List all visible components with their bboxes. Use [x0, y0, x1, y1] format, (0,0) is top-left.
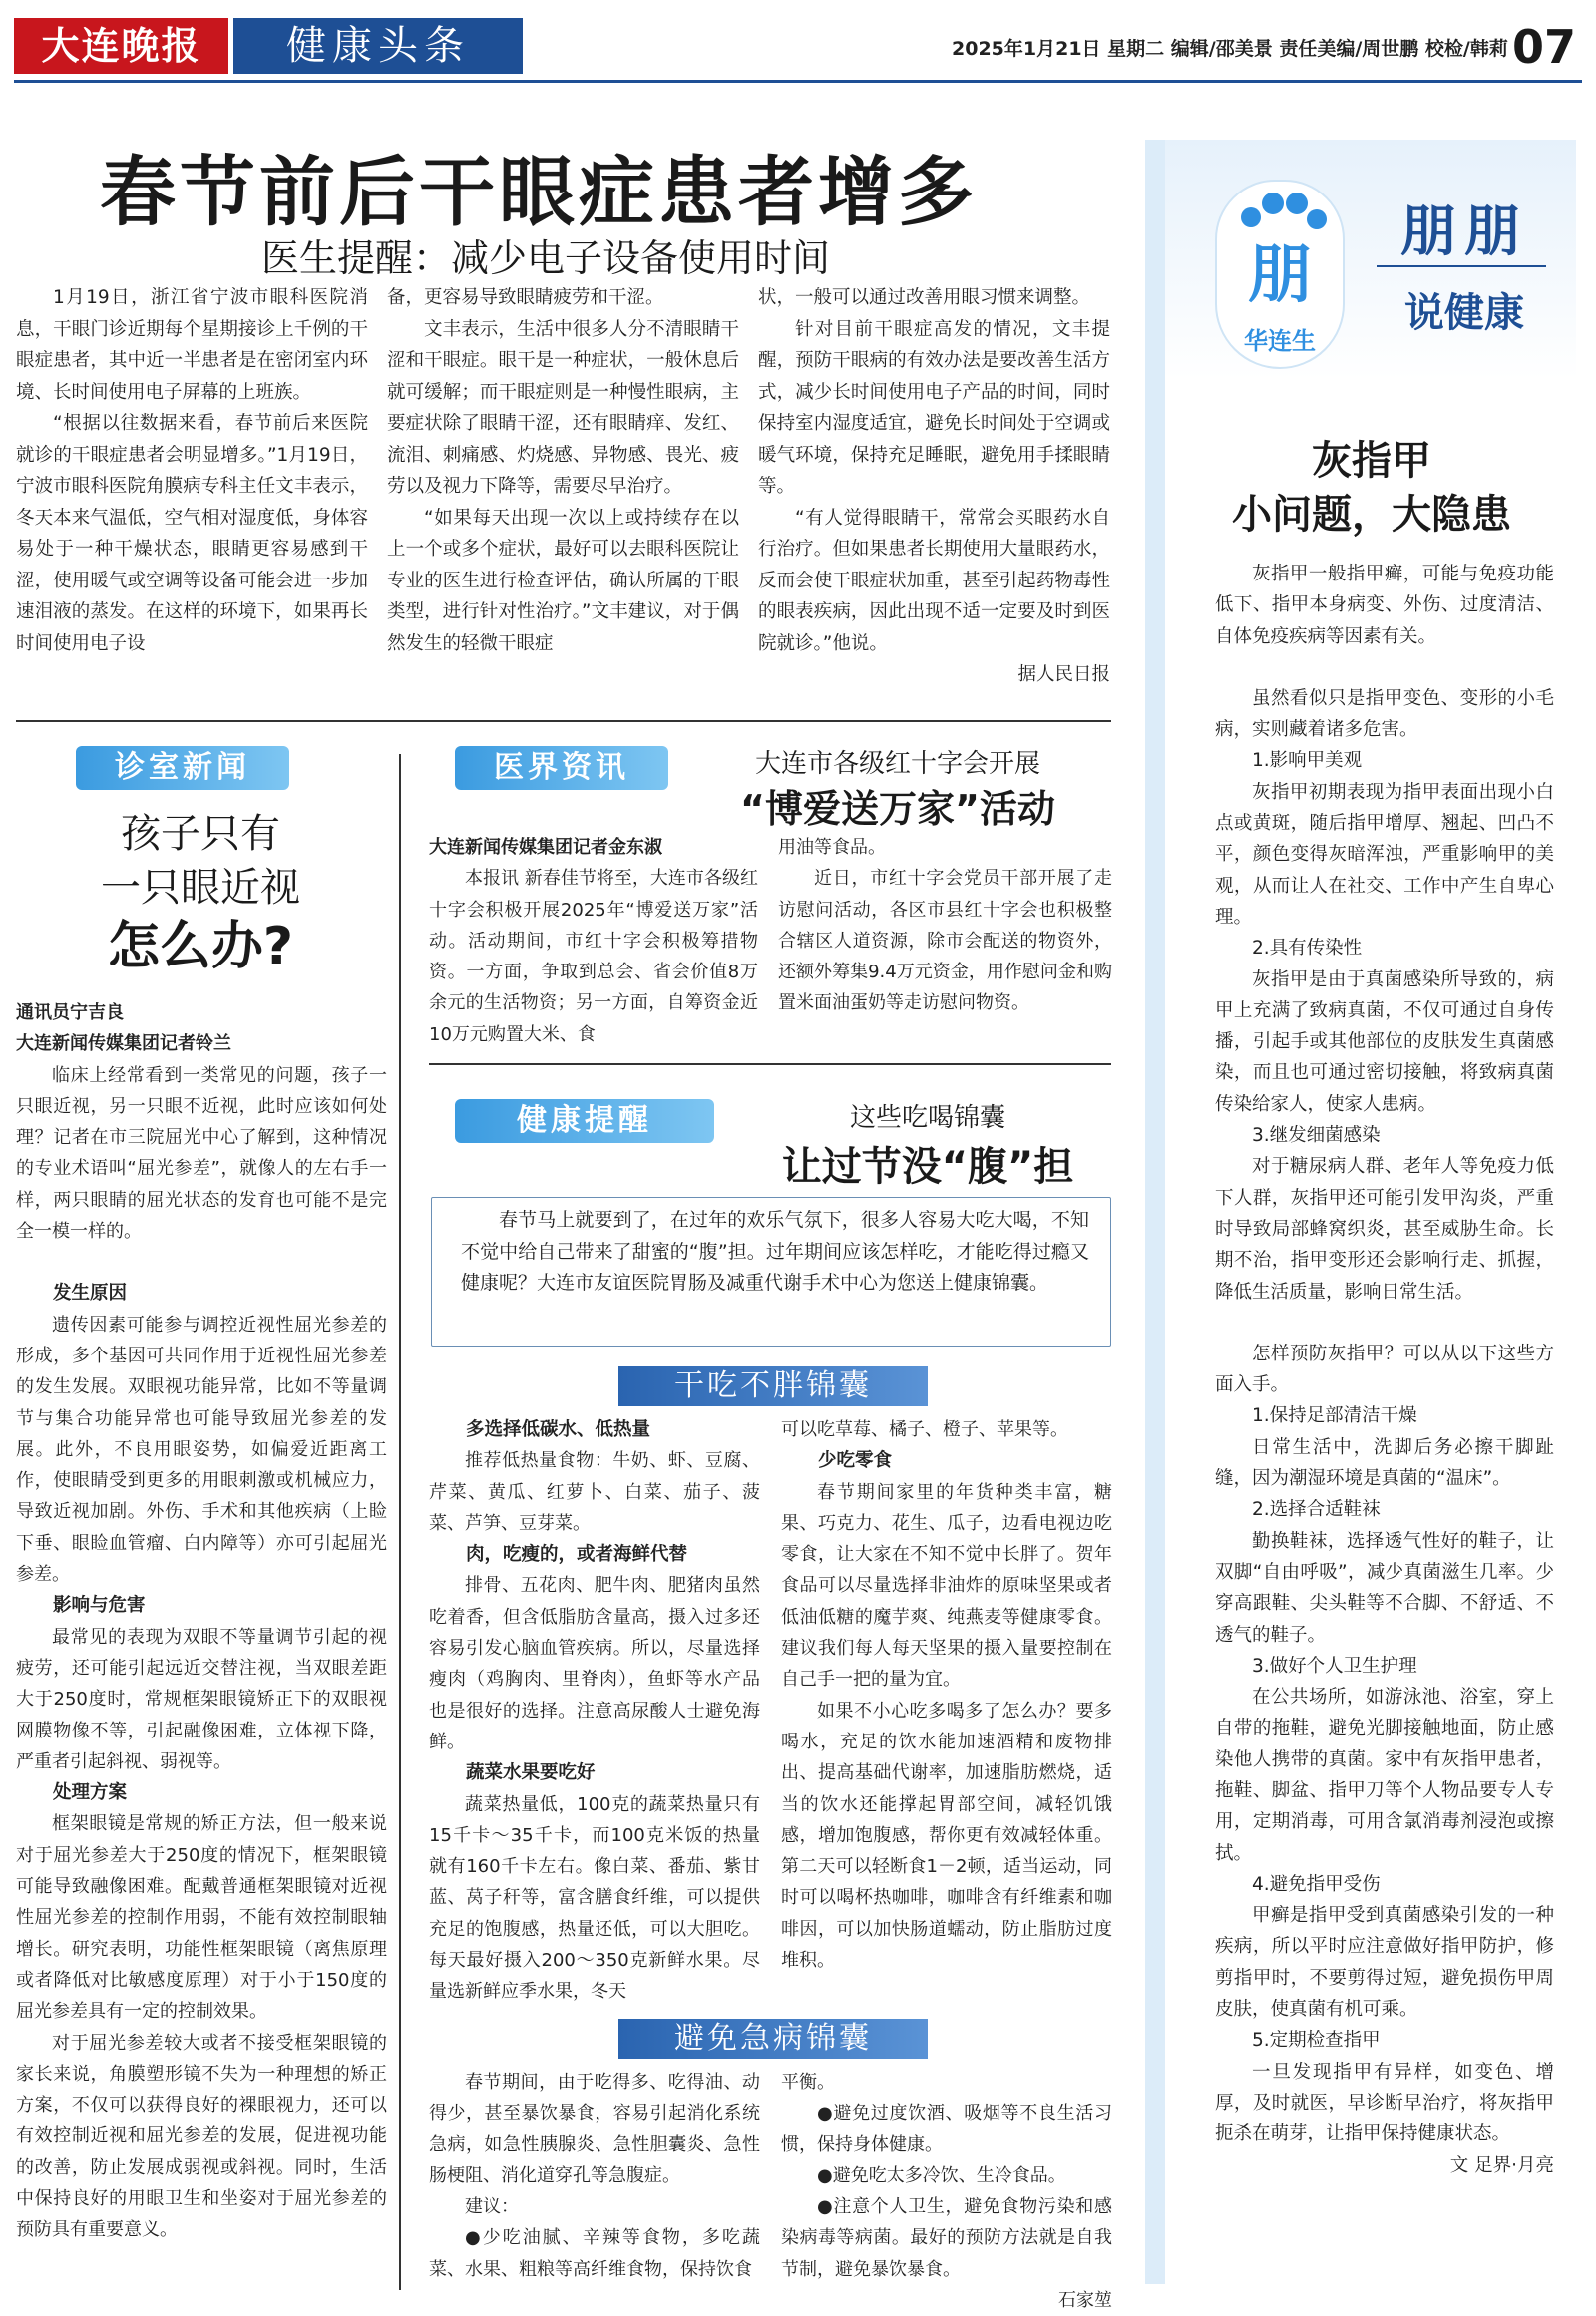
author-line: 大连新闻传媒集团记者金东淑 [429, 837, 662, 858]
paragraph: 针对目前干眼症高发的情况，文丰提醒，预防干眼病的有效办法是要改善生活方式，减少长时间使用电子产品的时间，同时保持室内湿度适宜，避免长时间处于空调或暖气环境，保持充足睡眠，避免用手揉眼睛等。 [758, 318, 1110, 497]
main-column-1 [16, 282, 368, 659]
health-column-4 [781, 2067, 1112, 2316]
paragraph: 临床上经常看到一类常见的问题，孩子一只眼近视，另一只眼不近视，此时应该如何处理？记者在市三院屈光中心了解到，这种情况的专业术语叫“屈光参差”，就像人的左右手一样，两只眼睛的屈光状态的发育也可能不是完全一模一样的。 [16, 1064, 387, 1243]
paragraph: 备，更容易导致眼睛疲劳和干涩。 [387, 287, 664, 308]
paragraph: 对于糖尿病人群、老年人等免疫力低下人群，灰指甲还可能引发甲沟炎，严重时导致局部蜂窝织炎，甚至威胁生命。长期不治，指甲变形还会影响行走、抓握，降低生活质量，影响日常生活。 [1215, 1156, 1554, 1303]
page-header [14, 12, 1582, 82]
paragraph: 近日，市红十字会党员干部开展了走访慰问活动，各区市县红十字会也积极整合辖区人道资源，除市会配送的物资外，还额外筹集9.4万元资金，用作慰问金和购置米面油蛋奶等走访慰问物资。 [778, 868, 1112, 1014]
paragraph: 对于屈光参差较大或者不接受框架眼镜的家长来说，角膜塑形镜不失为一种理想的矫正方案，不仅可以获得良好的裸眼视力，还可以有效控制近视和屈光参差的发展，促进视功能的改善，防止发展成弱视或斜视。同时，生活中保持良好的用眼卫生和坐姿对于屈光参差的预防具有重要意义。 [16, 2032, 387, 2241]
logo-name: 华连生 [1244, 327, 1316, 355]
author-line: 大连新闻传媒集团记者铃兰 [16, 1033, 231, 1055]
section-banner: 健康头条 [233, 18, 523, 74]
clinic-title-line2: 一只眼近视 [101, 865, 300, 911]
paragraph: 灰指甲一般指甲癣，可能与免疫功能低下、指甲本身病变、外伤、过度清洁、自体免疫疾病等因素有关。 [1215, 564, 1554, 647]
paragraph: 推荐低热量食物：牛奶、虾、豆腐、芹菜、黄瓜、红萝卜、白菜、茄子、菠菜、芦笋、豆芽菜。 [429, 1450, 760, 1534]
redcross-column-1 [429, 832, 758, 1050]
redcross-title-line2: “博爱送万家”活动 [740, 787, 1055, 831]
paragraph: 本报讯 新春佳节将至，大连市各级红十字会积极开展2025年“博爱送万家”活动。活动期间，市红十字会积极筹措物资。一方面，争取到总会、省会价值8万余元的生活物资；另一方面，自筹资金近10万元购置大米、食 [429, 868, 758, 1045]
paragraph: 虽然看似只是指甲变色、变形的小毛病，实则藏着诸多危害。 [1215, 687, 1554, 741]
sidebar-title-line1: 灰指甲 [1312, 438, 1431, 484]
paragraph: 灰指甲初期表现为指甲表面出现小白点或黄斑，随后指甲增厚、翘起、凹凸不平，颜色变得灰暗浑浊，严重影响甲的美观，从而让人在社交、工作中产生自卑心理。 [1215, 781, 1554, 928]
paragraph: 在公共场所，如游泳池、浴室，穿上自带的拖鞋，避免光脚接触地面，防止感染他人携带的真菌。家中有灰指甲患者，拖鞋、脚盆、指甲刀等个人物品要专人专用，定期消毒，可用含氯消毒剂浸泡或擦拭。 [1215, 1687, 1554, 1864]
paragraph: “如果每天出现一次以上或持续存在以上一个或多个症状，最好可以去眼科医院让专业的医生进行检查评估，确认所属的干眼类型，进行针对性治疗。”文丰建议，对于偶然发生的轻微干眼症 [387, 507, 739, 654]
paragraph: 春节马上就要到了，在过年的欢乐气氛下，很多人容易大吃大喝，不知不觉中给自己带来了甜蜜的“腹”担。过年期间应该怎样吃，才能吃得过瘾又健康呢？大连市友谊医院胃肠及减重代谢手术中心为您送上健康锦囊。 [461, 1209, 1089, 1294]
main-column-3 [758, 282, 1110, 691]
paragraph: 平衡。 [781, 2072, 835, 2093]
list-item: ●少吃油腻、辛辣等食物，多吃蔬菜、水果、粗粮等高纤维食物，保持饮食 [429, 2227, 760, 2280]
paragraph: 框架眼镜是常规的矫正方法，但一般来说对于屈光参差大于250度的情况下，框架眼镜可能导致融像困难。配戴普通框架眼镜对近视性屈光参差的控制作用弱，不能有效控制眼轴增长。研究表明，功能性框架眼镜（离焦原理或者降低对比敏感度原理）对于小于150度的屈光参差具有一定的控制效果。 [16, 1813, 387, 2023]
paragraph: 日常生活中，洗脚后务必擦干脚趾缝，因为潮湿环境是真菌的“温床”。 [1215, 1436, 1554, 1490]
subheading: 影响与危害 [53, 1595, 146, 1617]
column-divider [399, 754, 401, 2290]
paragraph: 如果不小心吃多喝多了怎么办？要多喝水，充足的饮水能加速酒精和废物排出、提高基础代谢率，加速脂肪燃烧，适当的饮水还能撑起胃部空间，减轻饥饿感，增加饱腹感，帮你更有效减轻体重。第二天可以轻断食1－2顿，适当运动，同时可以喝杯热咖啡，咖啡含有纤维素和咖啡因，可以加快肠道蠕动，防止脂肪过度堆积。 [781, 1700, 1112, 1972]
clinic-title-line1: 孩子只有 [121, 811, 280, 857]
byline: 据人民日报 [1017, 664, 1110, 685]
list-item: ●避免吃太多冷饮、生冷食品。 [817, 2164, 1066, 2186]
health-title-line2: 让过节没“腹”担 [781, 1144, 1074, 1190]
paragraph: 春节期间家里的年货种类丰富，糖果、巧克力、花生、瓜子，边看电视边吃零食，让大家在不知不觉中长胖了。贺年食品可以尽量选择非油炸的原味坚果或者低油低糖的魔芋爽、纯燕麦等健康零食。建议我们每人每天坚果的摄入量要控制在自己手一把的量为宜。 [781, 1481, 1112, 1691]
masthead-logo: 大连晚报 [14, 18, 228, 74]
paragraph: 怎样预防灰指甲？可以从以下这些方面入手。 [1215, 1343, 1554, 1396]
column-rule [1377, 265, 1546, 267]
paragraph: “有人觉得眼睛干，常常会买眼药水自行治疗。但如果患者长期使用大量眼药水，反而会使干眼症状加重，甚至引起药物毒性的眼表疾病，因此出现不适一定要及时到医院就诊。”他说。 [758, 507, 1110, 654]
redcross-title-line1: 大连市各级红十字会开展 [754, 749, 1040, 779]
subheading: 3.做好个人卫生护理 [1252, 1655, 1417, 1677]
paragraph: 遗传因素可能参与调控近视性屈光参差的形成，多个基因可共同作用于近视性屈光参差的发生发展。双眼视功能异常，比如不等量调节与集合功能异常也可能导致屈光参差的发展。此外，不良用眼姿势，如偏爱近距离工作，使眼睛受到更多的用眼刺激或机械应力，导致近视加剧。外伤、手术和其他疾病（上睑下垂、眼睑血管瘤、白内障等）亦可引起屈光参差。 [16, 1314, 387, 1586]
paragraph: 排骨、五花肉、肥牛肉、肥猪肉虽然吃着香，但含低脂肪含量高，摄入过多还容易引发心脑血管疾病。所以，尽量选择瘦肉（鸡胸肉、里脊肉），鱼虾等水产品也是很好的选择。注意高尿酸人士避免海鲜。 [429, 1575, 760, 1752]
paragraph: 一旦发现指甲有异样，如变色、增厚，及时就医，早诊断早治疗，将灰指甲扼杀在萌芽，让指甲保持健康状态。 [1215, 2061, 1554, 2145]
health-column-3 [429, 2067, 760, 2285]
list-item: ●注意个人卫生，避免食物污染和感染病毒等病菌。最好的预防方法就是自我节制，避免暴饮暴食。 [781, 2196, 1112, 2280]
column-subname: 说健康 [1404, 290, 1524, 336]
health-intro [461, 1205, 1089, 1300]
redcross-column-2 [778, 832, 1112, 1019]
issue-info: 2025年1月21日 星期二 编辑/邵美景 责任美编/周世鹏 校检/韩莉 [952, 38, 1508, 60]
subheading: 发生原因 [53, 1283, 128, 1305]
paragraph: 最常见的表现为双眼不等量调节引起的视疲劳，还可能引起远近交替注视，当双眼差距大于250度时，常规框架眼镜矫正下的双眼视网膜物像不等，引起融像困难，立体视下降，严重者引起斜视、弱视等。 [16, 1626, 387, 1772]
paragraph: 春节期间，由于吃得多、吃得油、动得少，甚至暴饮暴食，容易引起消化系统急病，如急性胰腺炎、急性胆囊炎、急性肠梗阻、消化道穿孔等急腹症。 [429, 2072, 760, 2186]
paragraph: “根据以往数据来看，春节前后来医院就诊的干眼症患者会明显增多。”1月19日，宁波市眼科医院角膜病专科主任文丰表示，冬天本来气温低，空气相对湿度低，身体容易处于一种干燥状态，眼睛更容易感到干涩，使用暖气或空调等设备可能会进一步加速泪液的蒸发。在这样的环境下，如果再长时间使用电子设 [16, 413, 368, 654]
medical-news-label: 医界资讯 [455, 746, 668, 790]
page-number: 07 [1511, 20, 1576, 74]
subheading: 1.影响甲美观 [1252, 750, 1363, 772]
author-line: 通讯员宁吉良 [16, 1002, 124, 1023]
subheading: 2.选择合适鞋袜 [1252, 1499, 1381, 1521]
paragraph: 状，一般可以通过改善用眼习惯来调整。 [758, 287, 1091, 308]
subheading: 2.具有传染性 [1252, 938, 1363, 960]
mascot-logo [1215, 180, 1345, 369]
paragraph: 1月19日，浙江省宁波市眼科医院消息，干眼门诊近期每个星期接诊上千例的干眼症患者，其中近一半患者是在密闭室内环境、长时间使用电子屏幕的上班族。 [16, 287, 368, 403]
paragraph: 灰指甲是由于真菌感染所导致的，病甲上充满了致病真菌，不仅可通过自身传播，引起手或其他部位的皮肤发生真菌感染，而且也可通过密切接触，将致病真菌传染给家人，使家人患病。 [1215, 968, 1554, 1115]
health-column-1 [429, 1414, 760, 2008]
clinic-news-label: 诊室新闻 [76, 746, 289, 790]
column-name: 朋朋 [1400, 199, 1528, 264]
emergency-banner: 避免急病锦囊 [618, 2019, 928, 2059]
health-column-2 [781, 1414, 1112, 1976]
paragraph: 蔬菜热量低，100克的蔬菜热量只有15千卡～35千卡，而100克米饭的热量就有160千卡左右。像白菜、番茄、紫甘蓝、莴子秆等，富含膳食纤维，可以提供充足的饱腹感，热量还低，可以大胆吃。每天最好摄入200～350克新鲜水果。尽量选新鲜应季水果，冬天 [429, 1793, 760, 2003]
logo-character: 朋 [1248, 238, 1312, 312]
subheading: 蔬菜水果要吃好 [466, 1762, 596, 1784]
subheading: 肉，吃瘦的，或者海鲜代替 [466, 1544, 688, 1566]
main-column-2 [387, 282, 739, 659]
subheading: 1.保持足部清洁干燥 [1252, 1405, 1417, 1427]
clinic-article [16, 997, 387, 2246]
tips-banner: 干吃不胖锦囊 [618, 1366, 928, 1406]
subheading: 4.避免指甲受伤 [1252, 1873, 1381, 1895]
subheading: 多选择低碳水、低热量 [466, 1419, 651, 1440]
health-title-line1: 这些吃喝锦囊 [849, 1103, 1005, 1133]
clinic-title-line3: 怎么办? [107, 917, 294, 976]
subheading: 少吃零食 [818, 1450, 893, 1472]
byline: 文 足界·月亮 [1449, 2154, 1554, 2176]
sidebar-title-line2: 小问题，大隐患 [1232, 492, 1511, 538]
subheading: 5.定期检查指甲 [1252, 2030, 1381, 2052]
paragraph: 可以吃草莓、橘子、橙子、苹果等。 [781, 1419, 1068, 1440]
byline: 石家堃 [1058, 2290, 1112, 2312]
sidebar-article [1215, 559, 1554, 2181]
subheading: 处理方案 [53, 1782, 128, 1804]
health-reminder-label: 健康提醒 [455, 1099, 714, 1143]
paragraph: 文丰表示，生活中很多人分不清眼睛干涩和干眼症。眼干是一种症状，一般休息后就可缓解；而干眼症则是一种慢性眼病，主要症状除了眼睛干涩，还有眼睛痒、发红、流泪、刺痛感、灼烧感、异物感、畏光、疲劳以及视力下降等，需要尽早治疗。 [387, 318, 739, 497]
header-rule [14, 80, 1582, 83]
paragraph: 勤换鞋袜，选择透气性好的鞋子，让双脚“自由呼吸”，减少真菌滋生几率。少穿高跟鞋、尖头鞋等不合脚、不舒适、不透气的鞋子。 [1215, 1530, 1554, 1646]
main-subheadline: 医生提醒：减少电子设备使用时间 [261, 236, 831, 280]
main-headline: 春节前后干眼症患者增多 [100, 148, 978, 236]
list-item: ●避免过度饮酒、吸烟等不良生活习惯，保持身体健康。 [781, 2103, 1112, 2155]
paragraph: 用油等食品。 [778, 837, 886, 858]
subheading: 3.继发细菌感染 [1252, 1125, 1381, 1147]
paragraph: 甲癣是指甲受到真菌感染引发的一种疾病，所以平时应注意做好指甲防护，修剪指甲时，不要剪得过短，避免损伤甲周皮肤，使真菌有机可乘。 [1215, 1905, 1554, 2021]
section-divider [429, 1063, 1111, 1065]
paragraph: 建议： [465, 2196, 519, 2218]
section-divider [16, 720, 1111, 722]
